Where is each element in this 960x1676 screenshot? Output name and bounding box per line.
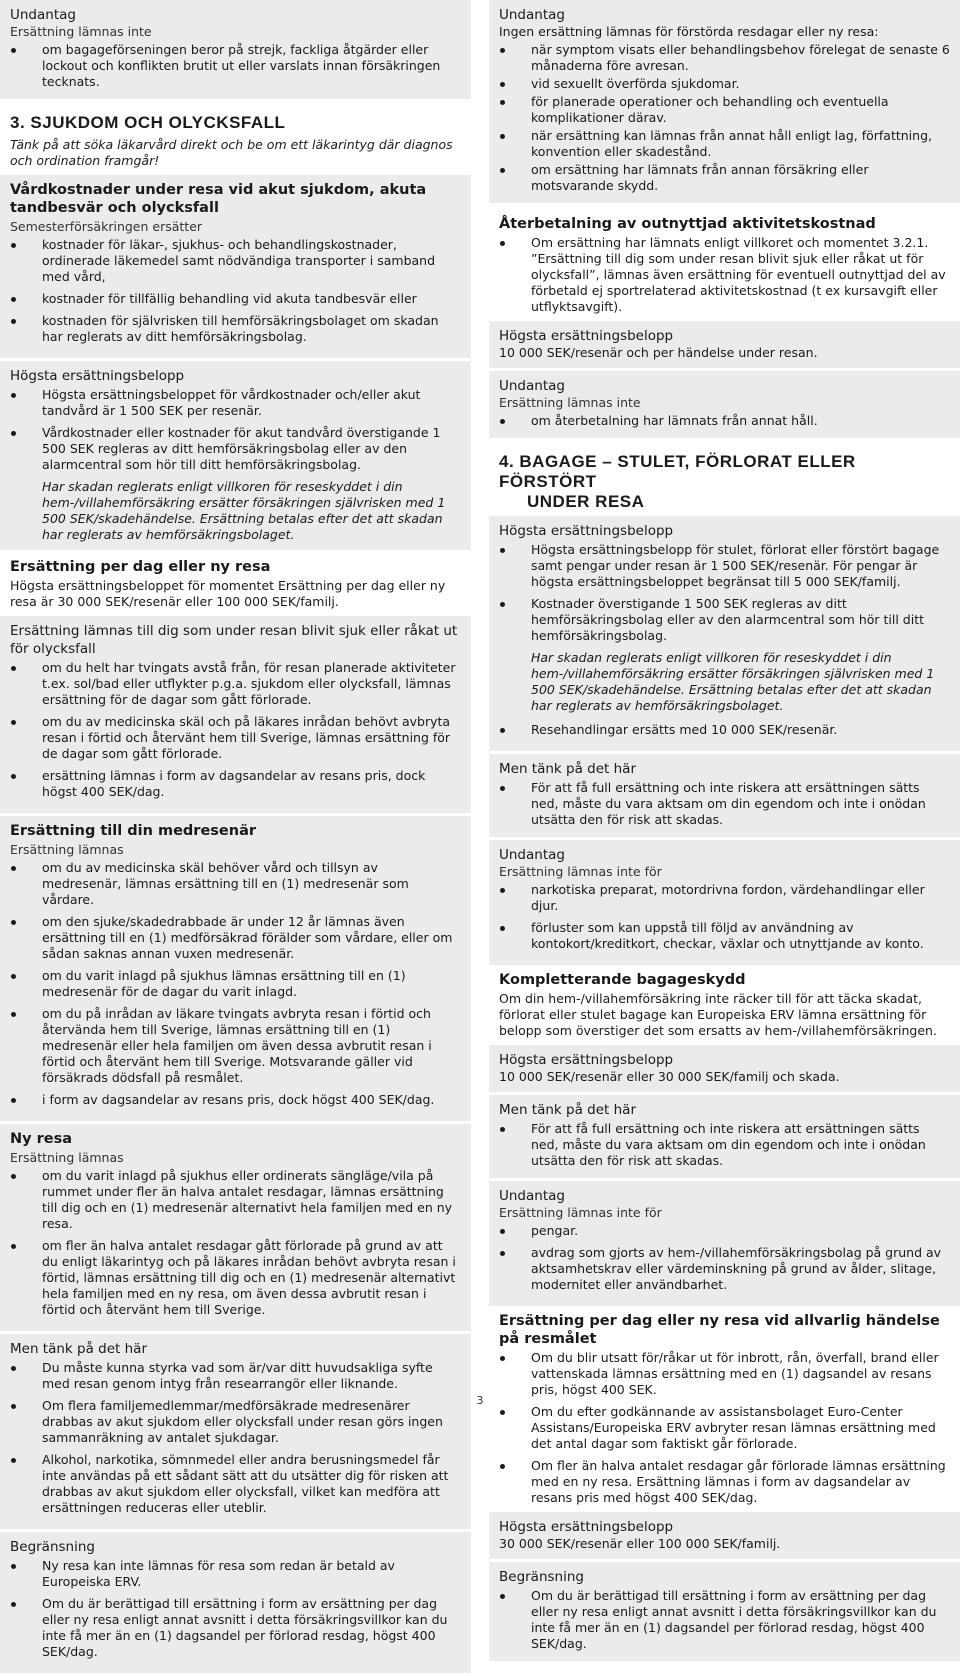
box-subheading: Ersättning lämnas inte för bbox=[499, 864, 662, 879]
box-heading: Undantag bbox=[499, 847, 565, 863]
box-heading: Undantag bbox=[10, 7, 76, 23]
page-number: 3 bbox=[476, 1394, 484, 1407]
bullet-list bbox=[10, 660, 461, 800]
bullet-list bbox=[10, 387, 461, 473]
box-subheading: Ersättning lämnas inte bbox=[499, 395, 641, 410]
list-item: pengar. bbox=[499, 1223, 950, 1239]
section-4-header bbox=[489, 452, 960, 512]
box-subheading: Ersättning lämnas bbox=[10, 1150, 124, 1165]
box-subheading: Semesterförsäkringen ersätter bbox=[10, 219, 203, 234]
box-heading: Högsta ersättningsbelopp bbox=[10, 368, 185, 384]
box-heading: Undantag bbox=[499, 7, 565, 23]
bullet-list bbox=[10, 237, 461, 345]
hogsta-ersattning-box bbox=[489, 321, 960, 368]
list-item: Alkohol, narkotika, sömnmedel eller andra berusningsmedel får inte användas på ett sådant sätt att du utsätter dig för risken att drabbas av akut sjukdom eller olycksfall, vilket kan medföra att ersättningen reduceras eller uteblir. bbox=[10, 1452, 461, 1516]
left-column bbox=[0, 0, 471, 1676]
hogsta-ersattning-box-3 bbox=[489, 1045, 960, 1092]
section-intro: Tänk på att söka läkarvård direkt och be om ett läkarintyg där diagnos och ordination framgår! bbox=[10, 137, 453, 168]
list-item: För att få full ersättning och inte riskera att ersättningen sätts ned, måste du vara aktsam om din egendom och inte i onödan utsätta den för risk att skadas. bbox=[499, 780, 950, 828]
section-heading: Återbetalning av outnyttjad aktivitetskostnad bbox=[499, 216, 876, 232]
list-item: avdrag som gjorts av hem-/villahemförsäkringsbolag på grund av aktsamhetskrav eller värdeminskning på grund av ålder, slitage, modernitet eller användbarhet. bbox=[499, 1245, 950, 1293]
begransning-box bbox=[0, 1532, 471, 1673]
section-3-header bbox=[0, 113, 471, 169]
list-item: om du av medicinska skäl behöver vård och tillsyn av medresenär, lämnas ersättning till en (1) medresenär som vårdare. bbox=[10, 860, 461, 908]
hogsta-ersattning-box-4 bbox=[489, 1512, 960, 1559]
list-item: Om du blir utsatt för/råkar ut för inbrott, rån, överfall, brand eller vattenskada lämnas ersättning med en (1) dagsandel av resans pris, högst 400 SEK. bbox=[499, 1350, 950, 1398]
list-item: Om du är berättigad till ersättning i form av ersättning per dag eller ny resa enligt annat avsnitt i detta försäkringsvillkor kan du inte få mer än en (1) dagsandel per förlorad resdag, högst 400 SEK/dag. bbox=[499, 1588, 950, 1652]
box-subheading: Ersättning lämnas inte för bbox=[499, 1205, 662, 1220]
list-item: För att få full ersättning och inte riskera att ersättningen sätts ned, måste du vara aktsam om din egendom och inte i onödan utsätta den för risk att skadas. bbox=[499, 1121, 950, 1169]
bullet-list bbox=[499, 235, 950, 315]
bullet-list bbox=[499, 413, 950, 429]
bullet-list bbox=[10, 1360, 461, 1516]
list-item: Ny resa kan inte lämnas för resa som redan är betald av Europeiska ERV. bbox=[10, 1558, 461, 1590]
box-text: 30 000 SEK/resenär eller 100 000 SEK/familj. bbox=[499, 1536, 781, 1551]
section-text: Högsta ersättningsbeloppet för momentet Ersättning per dag eller ny resa är 30 000 SEK/resenär eller 100 000 SEK/familj. bbox=[10, 578, 446, 609]
box-heading: Begränsning bbox=[499, 1569, 584, 1585]
list-item: Högsta ersättningsbelopp för stulet, förlorat eller förstört bagage samt pengar under resan är 1 500 SEK/resenär. För pengar är högsta ersättningsbeloppet begränsat till 5 000 SEK/familj. bbox=[499, 542, 950, 590]
section-heading: Ersättning per dag eller ny resa bbox=[10, 559, 271, 575]
bullet-list bbox=[499, 1588, 950, 1652]
undantag-box-4 bbox=[489, 1181, 960, 1306]
list-item: om du varit inlagd på sjukhus eller ordinerats sängläge/vila på rummet under fler än halva antalet resdagar, lämnas ersättning till dig och en (1) medresenär alternativt hela familjen med en ny resa. bbox=[10, 1168, 461, 1232]
bullet-list bbox=[499, 542, 950, 644]
vardkostnader-box bbox=[0, 175, 471, 358]
list-item: kostnader för tillfällig behandling vid akuta tandbesvär eller bbox=[10, 291, 461, 307]
list-item: ersättning lämnas i form av dagsandelar av resans pris, dock högst 400 SEK/dag. bbox=[10, 768, 461, 800]
box-text: 10 000 SEK/resenär och per händelse under resan. bbox=[499, 345, 818, 360]
list-item: Om flera familjemedlemmar/medförsäkrade medresenärer drabbas av akut sjukdom eller olycksfall under resan görs ingen sammanräkning av antalet sjukdagar. bbox=[10, 1398, 461, 1446]
bullet-list bbox=[10, 1168, 461, 1318]
box-heading: Högsta ersättningsbelopp bbox=[499, 523, 674, 539]
list-item: Du måste kunna styrka vad som är/var ditt huvudsakliga syfte med resan genom intyg från researrangör eller liknande. bbox=[10, 1360, 461, 1392]
list-item: i form av dagsandelar av resans pris, dock högst 400 SEK/dag. bbox=[10, 1092, 461, 1108]
list-item: om den sjuke/skadedrabbade är under 12 år lämnas även ersättning till en (1) medförsäkrad förälder som vårdare, eller om sådan saknas annan vuxen medresenär. bbox=[10, 914, 461, 962]
list-item: Vårdkostnader eller kostnader för akut tandvård överstigande 1 500 SEK regleras av ditt hemförsäkringsbolag eller av den alarmcentral som hör till ditt hemförsäkringsbolag. bbox=[10, 425, 461, 473]
section-text: Om din hem-/villahemförsäkring inte räcker till för att täcka skadat, förlorat eller stulet bagage kan Europeiska ERV lämna ersättning för belopp som överstiger det som ersatts av hem-/villahemförsäkringen. bbox=[499, 991, 937, 1038]
box-heading: Men tänk på det här bbox=[10, 1341, 148, 1357]
box-heading: Undantag bbox=[499, 1188, 565, 1204]
list-item: om återbetalning har lämnats från annat håll. bbox=[499, 413, 950, 429]
list-item: vid sexuellt överförda sjukdomar. bbox=[499, 76, 950, 92]
undantag-box bbox=[489, 0, 960, 203]
list-item: Om fler än halva antalet resdagar går förlorade lämnas ersättning med en ny resa. Ersättning lämnas i form av dagsandelar av resans pris med högst 400 SEK/dag. bbox=[499, 1458, 950, 1506]
list-item: om bagageförseningen beror på strejk, fackliga åtgärder eller lockout och konflikten brutit ut eller varslats innan försäkringen tecknats. bbox=[10, 42, 461, 90]
list-item: om du helt har tvingats avstå från, för resan planerade aktiviteter t.ex. sol/bad eller utflykter p.g.a. sjukdom eller olycksfall, lämnas ersättning för de dagar som gått förlorade. bbox=[10, 660, 461, 708]
list-item: Om du efter godkännande av assistansbolaget Euro-Center Assistans/Europeiska ERV avbryter resan lämnas ersättning med det antal dagar som faktiskt går förlorade. bbox=[499, 1404, 950, 1452]
box-heading: Högsta ersättningsbelopp bbox=[499, 328, 674, 344]
italic-note: Har skadan reglerats enligt villkoren för reseskyddet i din hem-/villahemförsäkring ersätter försäkringen självrisken med 1 500 SEK/skadehändelse. Ersättning betalas efter det att skadan har reglerats av hemförsäkringsbolaget. bbox=[42, 479, 446, 542]
medresenar-box bbox=[0, 816, 471, 1121]
box-heading: Begränsning bbox=[10, 1539, 95, 1555]
box-heading: Men tänk på det här bbox=[499, 1102, 637, 1118]
aterbetalning-section bbox=[489, 215, 960, 315]
men-tank-box bbox=[489, 754, 960, 837]
list-item: Kostnader överstigande 1 500 SEK regleras av ditt hemförsäkringsbolag eller av den alarmcentral som hör till ditt hemförsäkringsbolag. bbox=[499, 596, 950, 644]
hogsta-ersattning-box bbox=[0, 361, 471, 550]
list-item: Om ersättning har lämnats enligt villkoret och momentet 3.2.1. ”Ersättning till dig som under resan blivit sjuk eller råkat ut för olycksfall”, lämnas även ersättning för eventuell outnyttjad del av förbetald ej sportrelaterad aktivitetskostnad (t ex kursavgift eller utflyktsavgift). bbox=[499, 235, 950, 315]
undantag-box-2 bbox=[489, 371, 960, 438]
allvarlig-handelse-section bbox=[489, 1312, 960, 1506]
box-subheading: Ersättning lämnas bbox=[10, 842, 124, 857]
bullet-list bbox=[499, 722, 950, 738]
men-tank-box bbox=[0, 1334, 471, 1529]
list-item: om du varit inlagd på sjukhus lämnas ersättning till en (1) medresenär för de dagar du varit inlagd. bbox=[10, 968, 461, 1000]
box-heading: Högsta ersättningsbelopp bbox=[499, 1519, 674, 1535]
box-heading: Men tänk på det här bbox=[499, 761, 637, 777]
list-item: när ersättning kan lämnas från annat håll enligt lag, författning, konvention eller skadestånd. bbox=[499, 128, 950, 160]
section-heading: Ersättning per dag eller ny resa vid allvarlig händelse på resmålet bbox=[499, 1313, 940, 1347]
box-heading: Undantag bbox=[499, 378, 565, 394]
box-heading: Ny resa bbox=[10, 1131, 73, 1147]
box-heading: Ersättning lämnas till dig som under resan blivit sjuk eller råkat ut för olycksfall bbox=[10, 623, 458, 657]
bullet-list bbox=[499, 882, 950, 952]
section-title: 4. BAGAGE – STULET, FÖRLORAT ELLER FÖRSTÖRT bbox=[499, 452, 856, 491]
bullet-list bbox=[499, 42, 950, 194]
list-item: Om du är berättigad till ersättning i form av ersättning per dag eller ny resa enligt annat avsnitt i detta försäkringsvillkor kan du inte få mer än en (1) dagsandel per förlorad resdag, högst 400 SEK/dag. bbox=[10, 1596, 461, 1660]
bullet-list bbox=[10, 1558, 461, 1660]
box-text: 10 000 SEK/resenär eller 30 000 SEK/familj och skada. bbox=[499, 1069, 840, 1084]
ny-resa-box bbox=[0, 1124, 471, 1331]
sjuk-olycksfall-box bbox=[0, 616, 471, 813]
section-title: 3. SJUKDOM OCH OLYCKSFALL bbox=[10, 113, 286, 132]
box-heading: Ersättning till din medresenär bbox=[10, 823, 257, 839]
bullet-list bbox=[10, 860, 461, 1108]
list-item: om du av medicinska skäl och på läkares inrådan behövt avbryta resan i förtid och återvänt hem till Sverige, lämnas ersättning för de dagar som gått förlorade. bbox=[10, 714, 461, 762]
bullet-list bbox=[499, 1223, 950, 1293]
list-item: förluster som kan uppstå till följd av användning av kontokort/kreditkort, checkar, växlar och utnyttjande av konto. bbox=[499, 920, 950, 952]
list-item: för planerade operationer och behandling och eventuella komplikationer därav. bbox=[499, 94, 950, 126]
list-item: Högsta ersättningsbeloppet för vårdkostnader och/eller akut tandvård är 1 500 SEK per resenär. bbox=[10, 387, 461, 419]
per-dag-section bbox=[0, 558, 471, 610]
section-heading: Kompletterande bagageskydd bbox=[499, 972, 746, 988]
bullet-list bbox=[499, 780, 950, 828]
bullet-list bbox=[10, 42, 461, 90]
men-tank-box-2 bbox=[489, 1095, 960, 1178]
list-item: kostnaden för självrisken till hemförsäkringsbolaget om skadan har reglerats av ditt hemförsäkringsbolag. bbox=[10, 313, 461, 345]
box-subheading: Ersättning lämnas inte bbox=[10, 24, 152, 39]
bullet-list bbox=[499, 1350, 950, 1506]
list-item: om fler än halva antalet resdagar gått förlorade på grund av att du enligt läkarintyg och på läkares inrådan behövt avbryta resan i förtid, lämnas ersättning till dig och en (1) medresenär alternativt hela familjen med en ny resa, om även dessa avbrutit resan i förtid och återvänt hem till Sverige. bbox=[10, 1238, 461, 1318]
bullet-list bbox=[499, 1121, 950, 1169]
list-item: narkotiska preparat, motordrivna fordon, värdehandlingar eller djur. bbox=[499, 882, 950, 914]
box-subheading: Ingen ersättning lämnas för förstörda resdagar eller ny resa: bbox=[499, 24, 879, 39]
undantag-box-3 bbox=[489, 840, 960, 965]
hogsta-ersattning-box-2 bbox=[489, 516, 960, 751]
begransning-box bbox=[489, 1562, 960, 1661]
list-item: Resehandlingar ersätts med 10 000 SEK/resenär. bbox=[499, 722, 950, 738]
list-item: om ersättning har lämnats från annan försäkring eller motsvarande skydd. bbox=[499, 162, 950, 194]
undantag-box bbox=[0, 0, 471, 99]
list-item: om du på inrådan av läkare tvingats avbryta resan i förtid och återvända hem till Sverige, lämnas ersättning till en (1) medresenär eller hela familjen om även dessa avbrutit resan i förtid och återvänt hem till Sverige. Motsvarande gäller vid försäkrads dödsfall på resmålet. bbox=[10, 1006, 461, 1086]
italic-note: Har skadan reglerats enligt villkoren för reseskyddet i din hem-/villahemförsäkring ersätter försäkringen självrisken med 1 500 SEK/skadehändelse. Ersättning betalas efter det att skadan har reglerats av hemförsäkringsbolaget. bbox=[531, 650, 935, 713]
right-column bbox=[489, 0, 960, 1664]
box-heading: Vårdkostnader under resa vid akut sjukdom, akuta tandbesvär och olycksfall bbox=[10, 182, 427, 216]
list-item: när symptom visats eller behandlingsbehov förelegat de senaste 6 månaderna före avresan. bbox=[499, 42, 950, 74]
list-item: kostnader för läkar-, sjukhus- och behandlingskostnader, ordinerade läkemedel samt nödvändiga transporter i samband med vård, bbox=[10, 237, 461, 285]
box-heading: Högsta ersättningsbelopp bbox=[499, 1052, 674, 1068]
kompletterande-section bbox=[489, 971, 960, 1039]
section-title-line2: UNDER RESA bbox=[527, 492, 645, 511]
